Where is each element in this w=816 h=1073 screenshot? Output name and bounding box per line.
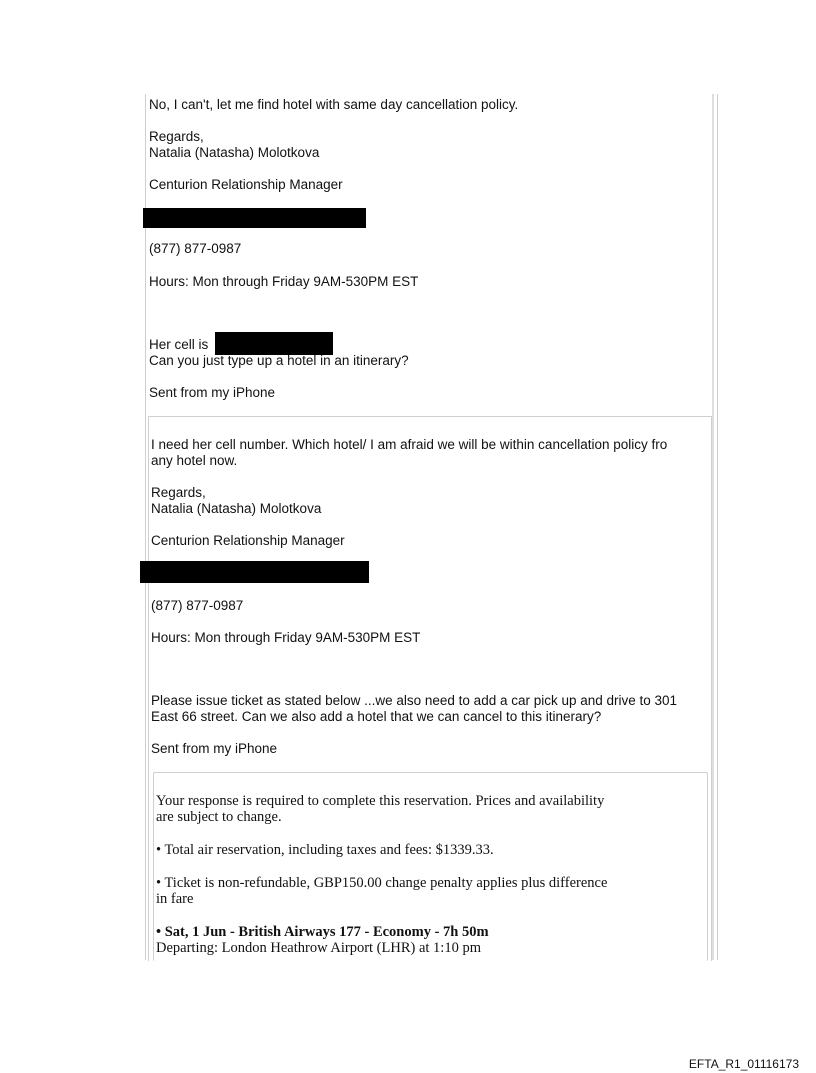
cell-text: Her cell is: [149, 337, 209, 352]
flight-heading: • Sat, 1 Jun - British Airways 177 - Economy - 7h 50m: [156, 924, 489, 940]
sent-from-text: Sent from my iPhone: [151, 741, 278, 756]
question-text: Can you just type up a hotel in an itinerary?: [149, 353, 409, 368]
redaction-block: [140, 561, 369, 583]
redaction-block: [143, 208, 366, 228]
signature-phone: (877) 877-0987: [149, 241, 242, 256]
document-id: EFTA_R1_01116173: [688, 1057, 799, 1071]
body-text: any hotel now.: [151, 453, 238, 468]
total-fare-item: • Total air reservation, including taxes and fees: $1339.33.: [156, 842, 494, 858]
email-thread-content: [145, 94, 716, 960]
redaction-block: [215, 332, 333, 355]
sent-from-text: Sent from my iPhone: [149, 385, 276, 400]
signature-title: Centurion Relationship Manager: [149, 177, 343, 192]
signature-hours: Hours: Mon through Friday 9AM-530PM EST: [151, 630, 421, 645]
departure-info: Departing: London Heathrow Airport (LHR) at 1:10 pm: [156, 940, 481, 956]
ticket-terms-item: in fare: [156, 891, 194, 907]
reservation-notice: Your response is required to complete this reservation. Prices and availability: [156, 793, 605, 809]
ticket-terms-item: • Ticket is non-refundable, GBP150.00 change penalty applies plus difference: [156, 875, 608, 891]
body-text: Please issue ticket as stated below ...we also need to add a car pick up and drive to 301: [151, 693, 678, 708]
signature-name: Natalia (Natasha) Molotkova: [149, 145, 320, 160]
regards-text: Regards,: [149, 129, 204, 144]
regards-text: Regards,: [151, 485, 206, 500]
reservation-notice: are subject to change.: [156, 809, 282, 825]
signature-hours: Hours: Mon through Friday 9AM-530PM EST: [149, 274, 419, 289]
reply-text: No, I can't, let me find hotel with same day cancellation policy.: [149, 97, 519, 112]
quoted-email-frame: [148, 416, 712, 961]
body-text: East 66 street. Can we also add a hotel that we can cancel to this itinerary?: [151, 709, 602, 724]
signature-name: Natalia (Natasha) Molotkova: [151, 501, 322, 516]
signature-phone: (877) 877-0987: [151, 598, 244, 613]
signature-title: Centurion Relationship Manager: [151, 533, 345, 548]
body-text: I need her cell number. Which hotel/ I am afraid we will be within cancellation policy fro: [151, 437, 668, 452]
reservation-quote: [153, 772, 708, 961]
